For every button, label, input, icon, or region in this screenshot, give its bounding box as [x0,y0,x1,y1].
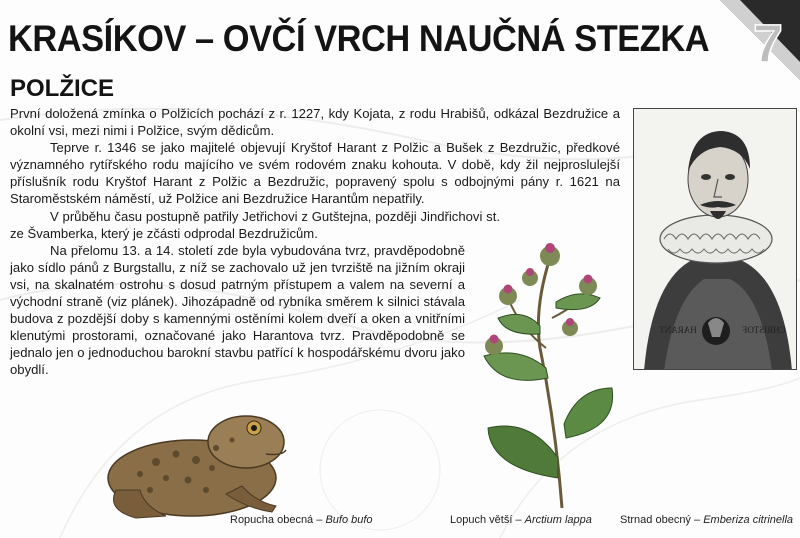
caption-latin-name: Emberiza citrinella [703,514,794,526]
caption-common-name: Strnad obecný [620,514,691,526]
toad-illustration [96,398,296,524]
burdock-illustration [470,228,620,516]
section-title: POLŽICE [10,75,115,102]
page-title: KRASÍKOV – OVČÍ VRCH NAUČNÁ STEZKA [8,18,710,59]
portrait-engraving [634,109,797,370]
caption-dash: – [694,514,701,526]
paragraph: První doložená zmínka o Polžicích pochází z r. 1227, kdy Kojata, z rodu Hrabišů, odkázal Bezdružice a okolní vsi, mezi nimi i Polžice, svým dědicům. [10,106,620,139]
caption-burdock [450,514,592,526]
portrait-inscription-right: CHRISTOF [742,325,786,335]
caption-common-name: Lopuch větší [450,514,513,526]
caption-common-name: Ropucha obecná [230,514,314,526]
paragraph: Teprve r. 1346 se jako majitelé objevují Kryštof Harant z Polžic a Bušek z Bezdružic, předkové významného rytířského rodu majícího ve svém rodovém znaku kohouta. V době, kdy žil nejproslulejší příslušník rodu Kryštof Harant z Polžic a Bezdružic, popravený spolu s odbojnými pány r. 1621 na Staroměstském náměstí, už Polžice ani Bezdružice Harantům nepatřily. [10,140,620,207]
caption-toad [230,514,373,526]
portrait-inscription-left: HARANT [659,325,697,335]
stop-number-badge [720,0,800,80]
caption-dash: – [515,514,522,526]
stop-number: 7 [752,14,784,74]
paragraph: V průběhu času postupně patřily Jetřichovi z Gutštejna, později Jindřichovi st. ze Švamberka, který je zčásti odprodal Bezdružicům. [10,208,500,241]
portrait-image [633,108,797,370]
caption-latin-name: Bufo bufo [325,514,373,526]
caption-latin-name: Arctium lappa [524,514,592,526]
caption-yellowhammer [620,514,793,526]
caption-dash: – [316,514,323,526]
paragraph: Na přelomu 13. a 14. století zde byla vybudována tvrz, pravděpodobně jako sídlo pánů z Burgstallu, z níž se zachovalo už jen tvrziště na jižním okraji vsi, na skalnatém ostrohu s dosud patrným přístupem a valem na severní a východní straně (viz plánek). Jihozápadně od rybníka směrem k silnici stávala budova z pozdější doby s kamennými ostěními kolem dveří a oken a vnitřními klenutými prostorami, označované jako Harantova tvrz. Pravděpodobně se jednalo jen o jednoduchou barokní stavbu patřící k hospodářskému dvoru jako obydlí. [10,242,465,378]
